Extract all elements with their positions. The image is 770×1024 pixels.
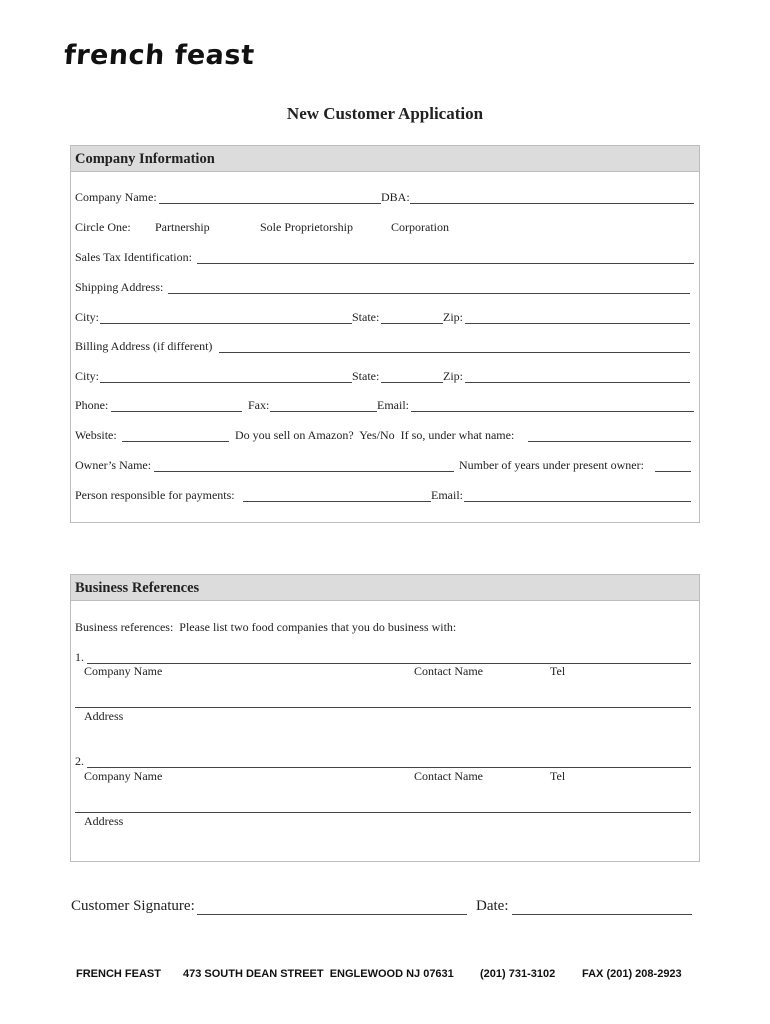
page-title: New Customer Application <box>286 104 484 123</box>
corporation-option[interactable]: Corporation <box>391 220 449 234</box>
shipping-city-label: City: <box>75 310 100 324</box>
dba-field[interactable] <box>410 203 694 204</box>
reference-2-tel-caption: Tel <box>550 769 566 783</box>
shipping-zip-field[interactable] <box>465 323 690 324</box>
owner-name-field[interactable] <box>154 471 454 472</box>
billing-city-field[interactable] <box>100 382 352 383</box>
reference-2-address-caption: Address <box>84 814 124 828</box>
payments-person-field[interactable] <box>243 501 431 502</box>
reference-2-number: 2. <box>75 754 84 768</box>
fax-label: Fax: <box>248 398 270 412</box>
years-owner-field[interactable] <box>655 471 691 472</box>
shipping-address-field[interactable] <box>168 293 690 294</box>
reference-1-number: 1. <box>75 650 84 664</box>
years-owner-label: Number of years under present owner: <box>459 458 644 472</box>
customer-signature-label: Customer Signature: <box>71 898 195 914</box>
phone-label: Phone: <box>75 398 109 412</box>
company-information-section <box>70 145 700 523</box>
phone-field[interactable] <box>111 411 242 412</box>
reference-1-address-caption: Address <box>84 709 124 723</box>
french-feast-logo: french feast <box>62 40 256 71</box>
billing-zip-label: Zip: <box>443 369 463 383</box>
billing-address-label: Billing Address (if different) <box>75 339 213 353</box>
reference-1-address-line[interactable] <box>75 707 691 708</box>
reference-1-contact-caption: Contact Name <box>414 664 483 678</box>
billing-city-label: City: <box>75 369 100 383</box>
amazon-name-field[interactable] <box>528 441 691 442</box>
fax-field[interactable] <box>270 411 377 412</box>
reference-1-line[interactable] <box>87 663 691 664</box>
payments-email-field[interactable] <box>464 501 691 502</box>
company-name-label: Company Name: <box>75 190 157 204</box>
dba-label: DBA: <box>381 190 410 204</box>
shipping-address-label: Shipping Address: <box>75 280 164 294</box>
business-references-header: Business References <box>71 575 699 601</box>
footer-address: 473 SOUTH DEAN STREET ENGLEWOOD NJ 07631 <box>183 968 454 980</box>
owner-name-label: Owner’s Name: <box>75 458 152 472</box>
website-label: Website: <box>75 428 117 442</box>
website-field[interactable] <box>122 441 229 442</box>
payments-person-label: Person responsible for payments: <box>75 488 235 502</box>
sales-tax-label: Sales Tax Identification: <box>75 250 192 264</box>
shipping-city-field[interactable] <box>100 323 352 324</box>
footer-fax: FAX (201) 208-2923 <box>582 968 682 980</box>
email-label: Email: <box>377 398 409 412</box>
shipping-zip-label: Zip: <box>443 310 463 324</box>
business-references-section <box>70 574 700 862</box>
shipping-state-label: State: <box>352 310 380 324</box>
reference-2-line[interactable] <box>87 767 691 768</box>
reference-1-tel-caption: Tel <box>550 664 566 678</box>
amazon-question: Do you sell on Amazon? Yes/No If so, under what name: <box>235 428 515 442</box>
partnership-option[interactable]: Partnership <box>155 220 210 234</box>
footer-company: FRENCH FEAST <box>76 968 161 980</box>
sole-proprietorship-option[interactable]: Sole Proprietorship <box>260 220 353 234</box>
reference-2-contact-caption: Contact Name <box>414 769 483 783</box>
reference-1-company-caption: Company Name <box>84 664 163 678</box>
company-name-field[interactable] <box>159 203 381 204</box>
email-field[interactable] <box>411 411 694 412</box>
reference-2-address-line[interactable] <box>75 812 691 813</box>
footer-phone: (201) 731-3102 <box>480 968 556 980</box>
sales-tax-field[interactable] <box>197 263 694 264</box>
billing-zip-field[interactable] <box>465 382 690 383</box>
billing-state-label: State: <box>352 369 380 383</box>
shipping-state-field[interactable] <box>381 323 443 324</box>
company-information-header: Company Information <box>71 146 699 172</box>
reference-2-company-caption: Company Name <box>84 769 163 783</box>
references-instructions: Business references: Please list two food companies that you do business with: <box>75 620 457 634</box>
customer-signature-field[interactable] <box>197 914 467 915</box>
billing-address-field[interactable] <box>219 352 690 353</box>
billing-state-field[interactable] <box>381 382 443 383</box>
date-label: Date: <box>476 898 509 914</box>
payments-email-label: Email: <box>431 488 463 502</box>
date-field[interactable] <box>512 914 692 915</box>
circle-one-label: Circle One: <box>75 220 131 234</box>
